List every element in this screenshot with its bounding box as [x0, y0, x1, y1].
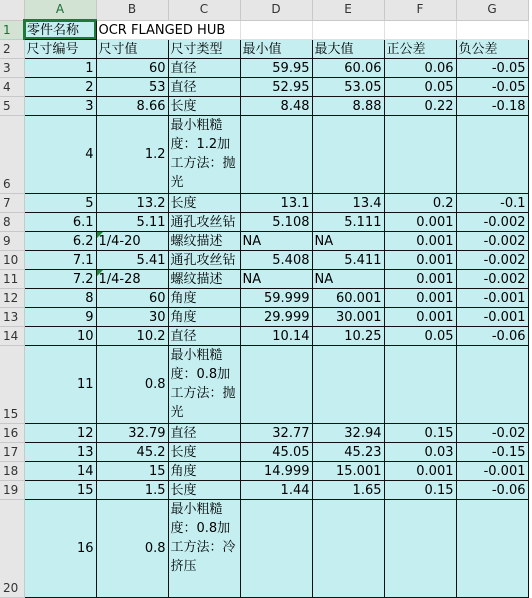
cell[interactable]: 长度: [168, 96, 240, 115]
cell[interactable]: 10.2: [96, 326, 168, 345]
cell[interactable]: 5.41: [96, 250, 168, 269]
cell[interactable]: 0.001: [384, 307, 456, 326]
cell[interactable]: 长度: [168, 193, 240, 212]
cell[interactable]: [456, 499, 528, 597]
cell[interactable]: 32.94: [312, 423, 384, 442]
cell[interactable]: 10.14: [240, 326, 312, 345]
cell[interactable]: 53: [96, 77, 168, 96]
cell[interactable]: 30: [96, 307, 168, 326]
cell[interactable]: NA: [240, 269, 312, 288]
cell[interactable]: 0.001: [384, 250, 456, 269]
cell[interactable]: 直径: [168, 326, 240, 345]
cell[interactable]: 通孔攻丝钻: [168, 250, 240, 269]
table-row: [0, 193, 528, 212]
cell[interactable]: 直径: [168, 58, 240, 77]
cell[interactable]: 5.108: [240, 212, 312, 231]
table-row: [0, 96, 528, 115]
cell[interactable]: 13.4: [312, 193, 384, 212]
cell[interactable]: 直径: [168, 77, 240, 96]
table-row: [0, 423, 528, 442]
cell[interactable]: [240, 499, 312, 597]
cell[interactable]: 8.66: [96, 96, 168, 115]
cell[interactable]: -0.02: [456, 423, 528, 442]
cell[interactable]: 30.001: [312, 307, 384, 326]
cell[interactable]: 9: [24, 307, 96, 326]
cell[interactable]: 11: [24, 345, 96, 423]
cell[interactable]: 59.999: [240, 288, 312, 307]
column-header-row: [0, 0, 528, 20]
row-header[interactable]: 7: [0, 193, 24, 212]
cell[interactable]: 14: [24, 461, 96, 480]
cell[interactable]: 通孔攻丝钻: [168, 212, 240, 231]
cell[interactable]: 5.11: [96, 212, 168, 231]
cell[interactable]: 长度: [168, 480, 240, 499]
cell[interactable]: 0.15: [384, 423, 456, 442]
cell[interactable]: 10: [24, 326, 96, 345]
column-header-a[interactable]: A: [24, 0, 96, 20]
row-header[interactable]: 16: [0, 423, 24, 442]
cell[interactable]: 5.111: [312, 212, 384, 231]
cell[interactable]: 6.2: [24, 231, 96, 250]
cell[interactable]: 29.999: [240, 307, 312, 326]
cell[interactable]: [312, 499, 384, 597]
cell[interactable]: 16: [24, 499, 96, 597]
row-header[interactable]: 8: [0, 212, 24, 231]
cell[interactable]: 13: [24, 442, 96, 461]
cell[interactable]: -0.15: [456, 442, 528, 461]
column-header-g[interactable]: G: [456, 0, 528, 20]
cell[interactable]: NA: [240, 231, 312, 250]
cell-roughness-note[interactable]: 最小粗糙度：0.8加工方法：抛光: [168, 345, 240, 423]
column-header-f[interactable]: F: [384, 0, 456, 20]
cell[interactable]: 0.001: [384, 231, 456, 250]
cell-d1[interactable]: [240, 20, 312, 39]
cell[interactable]: 0.06: [384, 58, 456, 77]
table-row: [0, 20, 528, 39]
cell-g1[interactable]: [456, 20, 528, 39]
cell[interactable]: 8: [24, 288, 96, 307]
cell[interactable]: 6.1: [24, 212, 96, 231]
cell[interactable]: -0.002: [456, 212, 528, 231]
table-row: [0, 442, 528, 461]
cell[interactable]: [384, 345, 456, 423]
cell[interactable]: 13.1: [240, 193, 312, 212]
cell[interactable]: 1.44: [240, 480, 312, 499]
column-header-e[interactable]: E: [312, 0, 384, 20]
row-header[interactable]: 10: [0, 250, 24, 269]
cell[interactable]: -0.001: [456, 461, 528, 480]
cell[interactable]: -0.05: [456, 58, 528, 77]
cell[interactable]: [384, 115, 456, 193]
cell[interactable]: 2: [24, 77, 96, 96]
cell[interactable]: 长度: [168, 442, 240, 461]
cell[interactable]: 53.05: [312, 77, 384, 96]
row-header[interactable]: 19: [0, 480, 24, 499]
table-row: [0, 250, 528, 269]
cell[interactable]: -0.06: [456, 480, 528, 499]
column-header-c[interactable]: C: [168, 0, 240, 20]
cell[interactable]: 5: [24, 193, 96, 212]
row-header[interactable]: 20: [0, 499, 24, 597]
cell[interactable]: 直径: [168, 423, 240, 442]
cell[interactable]: 0.001: [384, 461, 456, 480]
cell[interactable]: 13.2: [96, 193, 168, 212]
cell[interactable]: 5.408: [240, 250, 312, 269]
cell-f1[interactable]: [384, 20, 456, 39]
cell[interactable]: 0.001: [384, 269, 456, 288]
table-row: [0, 345, 528, 423]
cell[interactable]: 角度: [168, 307, 240, 326]
cell-roughness-note[interactable]: 最小粗糙度：0.8加工方法：冷挤压: [168, 499, 240, 597]
table-row: [0, 480, 528, 499]
cell[interactable]: 52.95: [240, 77, 312, 96]
cell[interactable]: -0.001: [456, 307, 528, 326]
cell-text-number-warning[interactable]: 1/4-20: [96, 231, 168, 250]
table-row: [0, 499, 528, 597]
table-row: [0, 39, 528, 58]
cell-e1[interactable]: [312, 20, 384, 39]
cell[interactable]: -0.05: [456, 77, 528, 96]
table-row: [0, 58, 528, 77]
cell[interactable]: 尺寸编号: [24, 39, 96, 58]
cell[interactable]: 最大值: [312, 39, 384, 58]
cell[interactable]: [312, 115, 384, 193]
cell[interactable]: 螺纹描述: [168, 269, 240, 288]
table-row: [0, 269, 528, 288]
cell[interactable]: 10.25: [312, 326, 384, 345]
table-row: [0, 212, 528, 231]
cell[interactable]: 尺寸类型: [168, 39, 240, 58]
cell-text-number-warning[interactable]: 1/4-28: [96, 269, 168, 288]
cell[interactable]: 0.001: [384, 212, 456, 231]
table-row: [0, 326, 528, 345]
cell[interactable]: 7.1: [24, 250, 96, 269]
column-header-d[interactable]: D: [240, 0, 312, 20]
row-header[interactable]: 15: [0, 345, 24, 423]
row-header[interactable]: 14: [0, 326, 24, 345]
cell[interactable]: 8.48: [240, 96, 312, 115]
cell[interactable]: -0.002: [456, 231, 528, 250]
cell[interactable]: 15: [24, 480, 96, 499]
cell[interactable]: 32.77: [240, 423, 312, 442]
cell[interactable]: 1: [24, 58, 96, 77]
table-row: [0, 115, 528, 193]
cell[interactable]: 45.2: [96, 442, 168, 461]
row-header[interactable]: 6: [0, 115, 24, 193]
cell[interactable]: 60: [96, 288, 168, 307]
cell[interactable]: 1.2: [96, 115, 168, 193]
row-header[interactable]: 12: [0, 288, 24, 307]
cell[interactable]: 螺纹描述: [168, 231, 240, 250]
column-header-b[interactable]: B: [96, 0, 168, 20]
cell[interactable]: 45.05: [240, 442, 312, 461]
cell[interactable]: NA: [312, 269, 384, 288]
cell[interactable]: 0.03: [384, 442, 456, 461]
cell[interactable]: 0.8: [96, 499, 168, 597]
cell[interactable]: 0.8: [96, 345, 168, 423]
cell[interactable]: -0.002: [456, 269, 528, 288]
cell[interactable]: 3: [24, 96, 96, 115]
cell[interactable]: 角度: [168, 461, 240, 480]
cell[interactable]: -0.001: [456, 288, 528, 307]
cell[interactable]: -0.06: [456, 326, 528, 345]
cell[interactable]: 32.79: [96, 423, 168, 442]
cell[interactable]: 正公差: [384, 39, 456, 58]
row-header[interactable]: 4: [0, 77, 24, 96]
cell[interactable]: 尺寸值: [96, 39, 168, 58]
cell[interactable]: 15.001: [312, 461, 384, 480]
cell-a1[interactable]: 零件名称: [24, 20, 96, 39]
row-header[interactable]: 9: [0, 231, 24, 250]
cell[interactable]: 1.5: [96, 480, 168, 499]
cell[interactable]: 14.999: [240, 461, 312, 480]
cell[interactable]: 0.15: [384, 480, 456, 499]
cell[interactable]: 60: [96, 58, 168, 77]
row-header[interactable]: 13: [0, 307, 24, 326]
cell[interactable]: 0.05: [384, 326, 456, 345]
cell[interactable]: 60.06: [312, 58, 384, 77]
row-header[interactable]: 11: [0, 269, 24, 288]
cell[interactable]: NA: [312, 231, 384, 250]
select-all-corner[interactable]: [0, 0, 24, 20]
cell[interactable]: 4: [24, 115, 96, 193]
cell[interactable]: [312, 345, 384, 423]
cell[interactable]: -0.002: [456, 250, 528, 269]
cell[interactable]: 0.22: [384, 96, 456, 115]
row-header[interactable]: 17: [0, 442, 24, 461]
table-row: [0, 307, 528, 326]
cell[interactable]: 8.88: [312, 96, 384, 115]
cell[interactable]: 5.411: [312, 250, 384, 269]
cell[interactable]: 0.05: [384, 77, 456, 96]
cell[interactable]: [240, 345, 312, 423]
table-row: [0, 288, 528, 307]
cell[interactable]: [456, 115, 528, 193]
cell[interactable]: 15: [96, 461, 168, 480]
table-row: [0, 77, 528, 96]
row-header[interactable]: 1: [0, 20, 24, 39]
cell[interactable]: 负公差: [456, 39, 528, 58]
cell[interactable]: [384, 499, 456, 597]
cell[interactable]: 45.23: [312, 442, 384, 461]
cell[interactable]: 12: [24, 423, 96, 442]
table-row: [0, 461, 528, 480]
row-header[interactable]: 5: [0, 96, 24, 115]
cell[interactable]: 最小值: [240, 39, 312, 58]
row-header[interactable]: 2: [0, 39, 24, 58]
cell[interactable]: 7.2: [24, 269, 96, 288]
cell[interactable]: 1.65: [312, 480, 384, 499]
cell[interactable]: [240, 115, 312, 193]
cell[interactable]: -0.18: [456, 96, 528, 115]
cell[interactable]: 60.001: [312, 288, 384, 307]
cell-b1-part-name[interactable]: OCR FLANGED HUB: [96, 20, 240, 39]
row-header[interactable]: 18: [0, 461, 24, 480]
cell[interactable]: 59.95: [240, 58, 312, 77]
row-header[interactable]: 3: [0, 58, 24, 77]
cell-roughness-note[interactable]: 最小粗糙度：1.2加工方法：抛光: [168, 115, 240, 193]
cell[interactable]: 角度: [168, 288, 240, 307]
cell[interactable]: 0.2: [384, 193, 456, 212]
cell[interactable]: -0.1: [456, 193, 528, 212]
table-row: [0, 231, 528, 250]
cell[interactable]: [456, 345, 528, 423]
cell[interactable]: 0.001: [384, 288, 456, 307]
